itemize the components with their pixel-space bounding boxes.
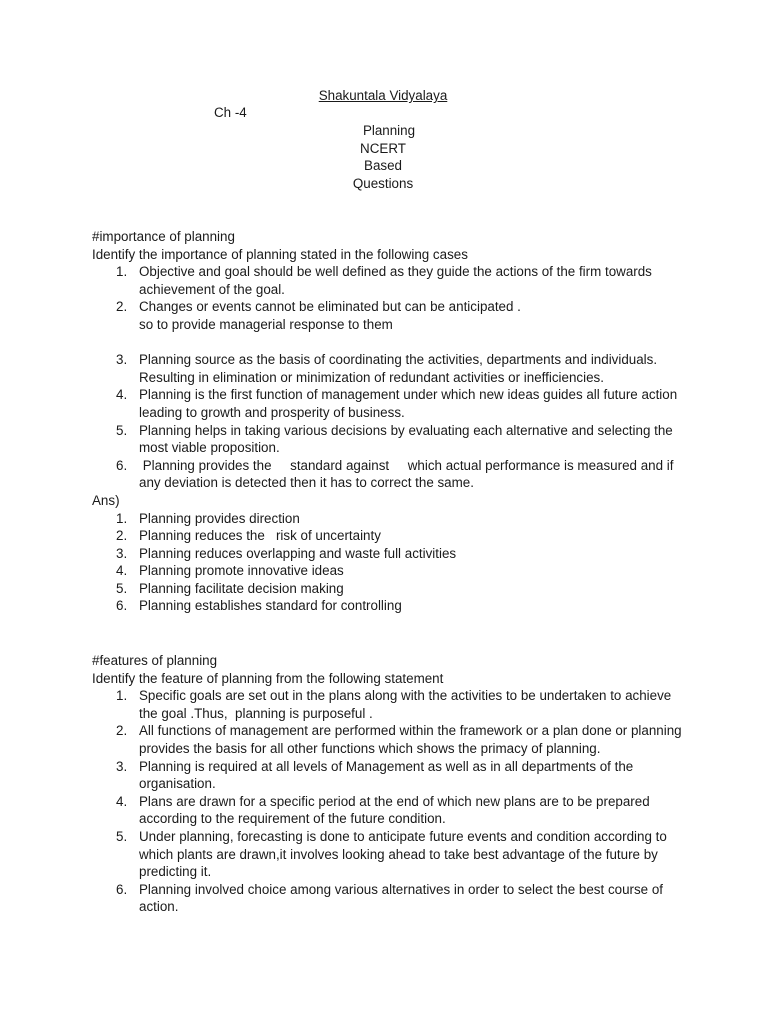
- list-item-text: Planning provides the standard against which actual performance is measured and if any deviation is detected then it has to correct the same.: [139, 457, 678, 491]
- list-item: [92, 457, 682, 492]
- subtitle-line: Questions: [352, 175, 414, 191]
- list-item: [92, 881, 682, 916]
- list-item-text: Planning source as the basis of coordinating the activities, departments and individuals. Resulting in elimination or minimization of redundant activities or inefficiencies.: [139, 352, 658, 385]
- list-item: [92, 422, 682, 457]
- subtitle-line: Based: [364, 158, 402, 174]
- list-item: [92, 828, 682, 881]
- subtitle-line: Planning: [362, 123, 416, 138]
- list-number: 5.: [116, 422, 128, 438]
- list-item: [92, 580, 682, 598]
- list-item: [92, 597, 682, 615]
- spacer: [92, 334, 682, 352]
- subtitle-line: NCERT: [360, 140, 406, 156]
- list-number: 2.: [116, 299, 128, 315]
- list-item: [92, 298, 682, 333]
- list-number: 3.: [116, 545, 128, 561]
- list-item: [92, 722, 682, 757]
- list-item-text: Planning is required at all levels of Management as well as in all departments of the organisation.: [139, 758, 634, 792]
- importance-section: [92, 228, 682, 615]
- list-item-text: Planning reduces overlapping and waste full activities: [139, 545, 457, 561]
- list-item-text: Planning involved choice among various alternatives in order to select the best course of action.: [139, 881, 664, 915]
- list-number: 5.: [116, 580, 128, 596]
- list-item: [92, 386, 682, 421]
- list-item-text: Planning reduces the risk of uncertainty: [139, 528, 381, 544]
- list-number: 6.: [116, 881, 128, 897]
- list-number: 1.: [116, 510, 128, 526]
- list-number: 5.: [116, 828, 128, 844]
- list-item: [92, 793, 682, 828]
- list-number: 3.: [116, 352, 128, 368]
- list-item: [92, 758, 682, 793]
- list-number: 4.: [116, 563, 128, 579]
- list-item-text: Planning promote innovative ideas: [139, 563, 344, 579]
- list-number: 1.: [116, 264, 128, 280]
- list-item: [92, 263, 682, 298]
- list-number: 3.: [116, 758, 128, 774]
- section-heading: #features of planning: [92, 653, 218, 668]
- list-number: 4.: [116, 793, 128, 809]
- importance-answer-list: [92, 510, 682, 616]
- list-item-text: Planning is the first function of management under which new ideas guides all future action leading to growth and prosperity of business.: [139, 387, 678, 420]
- list-number: 2.: [116, 723, 128, 739]
- list-number: 4.: [116, 387, 128, 403]
- list-number: 2.: [116, 528, 128, 544]
- list-item: [92, 545, 682, 563]
- section-intro: Identify the importance of planning stated in the following cases: [92, 246, 468, 262]
- list-item-text: Specific goals are set out in the plans along with the activities to be undertaken to achieve the goal .Thus, planning is purposeful .: [139, 688, 675, 721]
- list-number: 6.: [116, 598, 128, 614]
- list-item-text: Planning helps in taking various decisions by evaluating each alternative and selecting the most viable proposition.: [139, 422, 673, 456]
- section-intro: Identify the feature of planning from the following statement: [92, 670, 444, 686]
- section-heading: #importance of planning: [92, 229, 235, 244]
- list-item-text: Planning provides direction: [139, 510, 300, 526]
- answer-label: Ans): [92, 492, 120, 508]
- list-item-text: Under planning, forecasting is done to anticipate future events and condition according to which plants are drawn,it involves looking ahead to take best advantage of the future by predicting it.: [139, 828, 667, 880]
- document-subtitle: [0, 122, 766, 192]
- list-item-text: Changes or events cannot be eliminated but can be anticipated . so to provide managerial response to them: [139, 299, 521, 332]
- list-item: [92, 527, 682, 545]
- list-item: [92, 687, 682, 722]
- list-item: [92, 510, 682, 528]
- list-item-text: Plans are drawn for a specific period at the end of which new plans are to be prepared according to the requirement of the future condition.: [139, 793, 650, 827]
- list-item-text: Objective and goal should be well defined as they guide the actions of the firm towards achievement of the goal.: [139, 264, 652, 297]
- list-item: [92, 351, 682, 386]
- school-title: Shakuntala Vidyalaya: [318, 88, 448, 103]
- list-item-text: All functions of management are performed within the framework or a plan done or planning provides the basis for all other functions which shows the primacy of planning.: [139, 723, 682, 756]
- importance-case-list: [92, 263, 682, 333]
- list-item: [92, 562, 682, 580]
- list-number: 6.: [116, 457, 128, 473]
- list-item-text: Planning establishes standard for controlling: [139, 598, 402, 614]
- features-section: [92, 652, 682, 916]
- importance-case-list-continued: [92, 351, 682, 492]
- list-number: 1.: [116, 688, 128, 704]
- list-item-text: Planning facilitate decision making: [139, 580, 344, 596]
- features-statement-list: [92, 687, 682, 916]
- chapter-label: Ch -4: [214, 105, 247, 120]
